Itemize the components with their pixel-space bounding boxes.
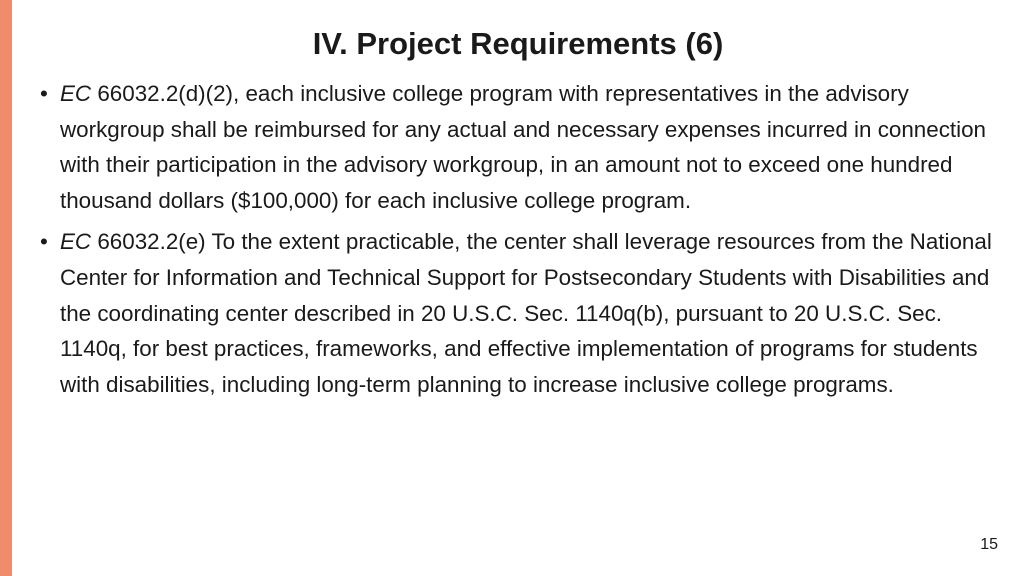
accent-bar (0, 0, 12, 576)
bullet-item (40, 76, 1000, 218)
bullet-item (40, 224, 1000, 402)
bullet-dot: • (40, 229, 48, 255)
bullet-text: 66032.2(e) To the extent practicable, the center shall leverage resources from the National Center for Information and Technical Support for Postsecondary Students with Disabilities and the coordinating center described in 20 U.S.C. Sec. 1140q(b), pursuant to 20 U.S.C. Sec. 1140q, for best practices, frameworks, and effective implementation of programs for students with disabilities, including long-term planning to increase inclusive college programs. (60, 229, 992, 397)
code-reference: EC (60, 81, 92, 106)
bullet-list (40, 76, 1000, 408)
page-number: 15 (980, 536, 998, 553)
bullet-dot: • (40, 81, 48, 106)
bullet-text: 66032.2(d)(2), each inclusive college program with representatives in the advisory workgroup shall be reimbursed for any actual and necessary expenses incurred in connection with their participation in the advisory workgroup, in an amount not to exceed one hundred thousand dollars ($100,000) for each inclusive college program. (60, 81, 986, 213)
code-reference: EC (60, 229, 92, 255)
slide-title: IV. Project Requirements (6) (312, 26, 724, 61)
